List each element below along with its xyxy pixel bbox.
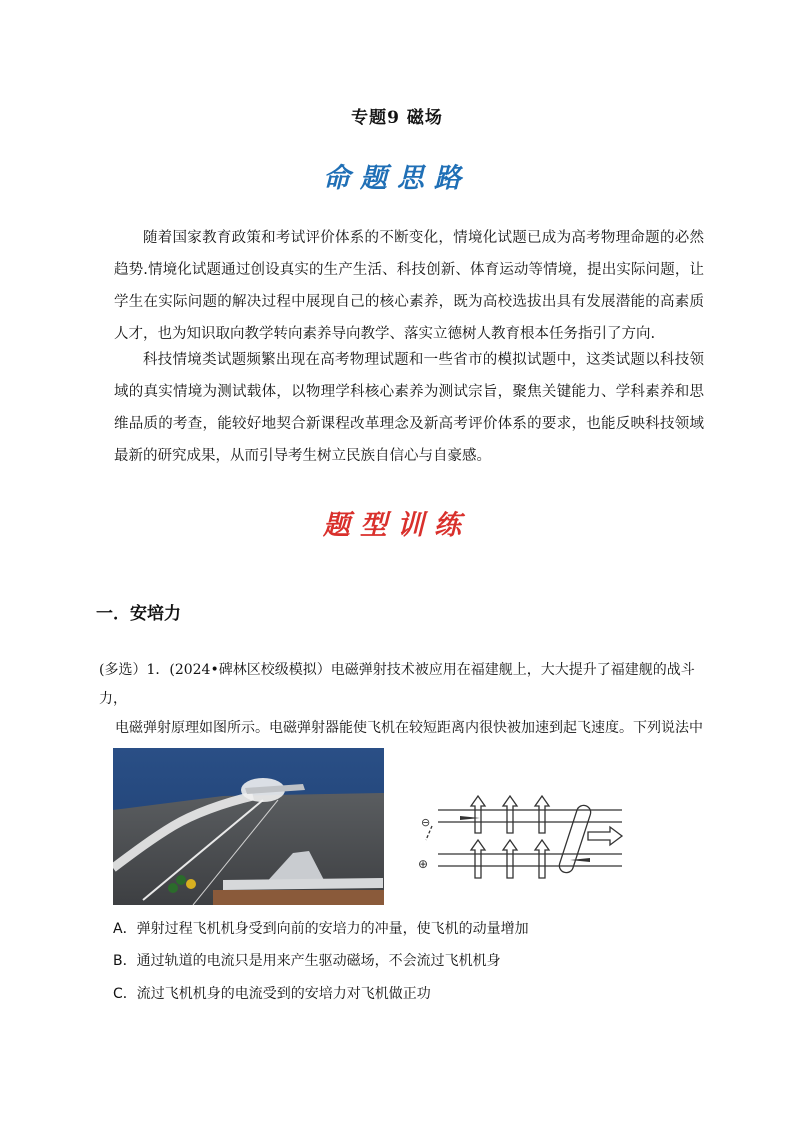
option-c: C．流过飞机机身的电流受到的安培力对飞机做正功 <box>113 986 431 1002</box>
option-b: B．通过轨道的电流只是用来产生驱动磁场，不会流过飞机机身 <box>113 953 501 969</box>
question-line-1: (多选）1．(2024•碑林区校级模拟）电磁弹射技术被应用在福建舰上，大大提升了福建舰的战斗力， <box>99 662 695 707</box>
heading-thinking: 命题思路 <box>323 163 471 194</box>
paragraph-1: 随着国家教育政策和考试评价体系的不断变化，情境化试题已成为高考物理命题的必然趋势.情境化试题通过创设真实的生产生活、科技创新、体育运动等情境，提出实际问题，让学生在实际问题的解决过程中展现自己的核心素养，既为高校选拔出具有发展潜能的高素质人才，也为知识取向教学转向素养导向教学、落实立德树人教育根本任务指引了方向. <box>114 230 704 342</box>
page-title: 专题9 磁场 <box>351 108 443 128</box>
plus-terminal-icon: ⊕ <box>418 857 429 871</box>
minus-terminal-icon: ⊖ <box>421 816 431 829</box>
rail-diagram <box>410 778 636 888</box>
question-line-2: 电磁弹射原理如图所示。电磁弹射器能使飞机在较短距离内很快被加速到起飞速度。下列说法中 <box>115 720 703 736</box>
section-heading: 一．安培力 <box>96 604 181 624</box>
paragraph-2: 科技情境类试题频繁出现在高考物理试题和一些省市的模拟试题中，这类试题以科技领域的真实情境为测试载体，以物理学科核心素养为测试宗旨，聚焦关键能力、学科素养和思维品质的考查，能较好地契合新课程改革理念及新高考评价体系的要求，也能反映科技领域最新的研究成果，从而引导考生树立民族自信心与自豪感。 <box>114 352 704 464</box>
heading-training: 题型训练 <box>323 510 471 541</box>
option-a: A．弹射过程飞机机身受到向前的安培力的冲量，使飞机的动量增加 <box>113 921 529 937</box>
carrier-photo <box>113 748 384 905</box>
